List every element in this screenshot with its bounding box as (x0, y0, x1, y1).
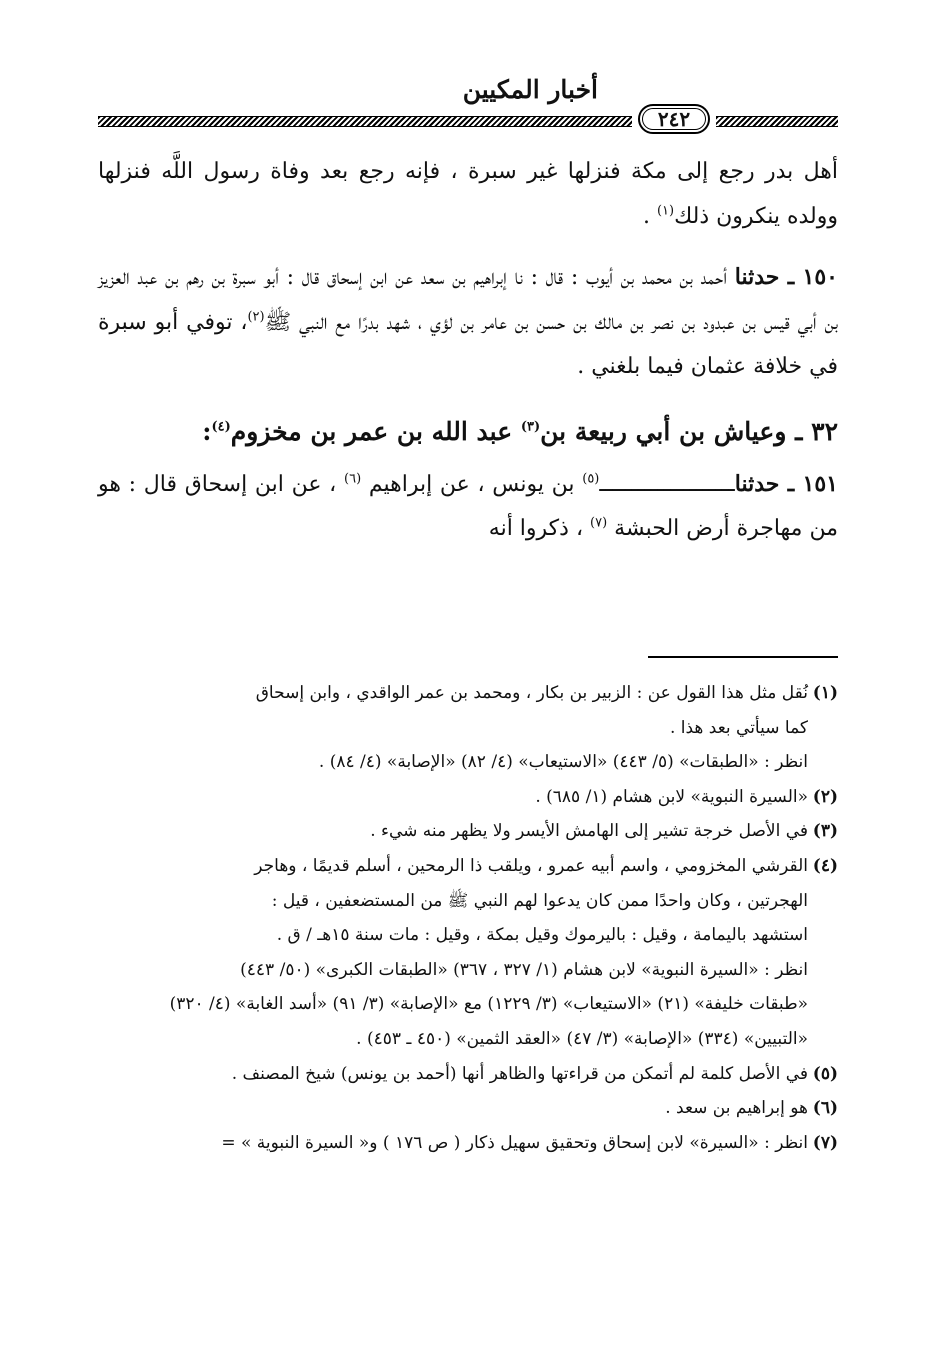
footnote-line: انظر : «السيرة» لابن إسحاق وتحقيق سهيل ذكار ( ص ١٧٦ ) و« السيرة النبوية » = (221, 1132, 808, 1153)
missing-text-dashes: ـــــــــــــــــــــ (599, 471, 735, 497)
footnote-body (108, 1126, 808, 1161)
footnote-line: الهجرتين ، وكان واحدًا ممن كان يدعوا لهم النبي ﷺ من المستضعفين ، قيل : (271, 890, 808, 911)
footnote-body (108, 1091, 808, 1126)
main-text (98, 150, 838, 552)
footnote-ref-6[interactable]: (٦) (344, 471, 362, 487)
footnote-ref-7[interactable]: (٧) (590, 515, 608, 531)
paragraph-151-text-b: ، عن ابن إسحاق قال : هو من مهاجرة أرض الحبشة (98, 471, 838, 541)
header-rule (98, 104, 838, 138)
footnote-3 (108, 814, 838, 849)
heading-end: : (202, 416, 212, 446)
header-rule-left (98, 116, 632, 127)
footnote-ref-1[interactable]: (١) (656, 203, 675, 219)
footnote-line: كما سيأتي بعد هذا . (669, 717, 808, 738)
footnote-number: (٥) (812, 1063, 838, 1084)
footnote-6 (108, 1091, 838, 1126)
footnote-number: (٤) (812, 855, 838, 876)
footnote-number: (١) (812, 683, 838, 703)
paragraph-150 (98, 255, 838, 390)
footnote-divider (648, 656, 838, 658)
footnote-line: انظر : «السيرة النبوية» لابن هشام (١/ ٣٢٧ ، ٣٦٧) «الطبقات الكبرى» (٥٠/ ٤٤٣) (240, 959, 808, 980)
paragraph-1 (98, 150, 838, 239)
footnote-7 (108, 1126, 838, 1161)
footnote-number: (٧) (812, 1132, 838, 1153)
heading-part-a: ٣٢ ـ وعياش بن أبي ربيعة بن (540, 416, 838, 446)
footnote-body (108, 780, 808, 815)
hadith-number-151: ١٥١ ـ حدثنا (734, 470, 838, 497)
footnote-body (108, 676, 808, 780)
paragraph-1-text: أهل بدر رجع إلى مكة فنزلها غير سبرة ، فإنه رجع بعد وفاة رسول اللَّه فنزلها وولده ينكرون ذلك (98, 159, 838, 229)
paragraph-1-end: . (642, 203, 657, 229)
footnote-line: في الأصل خرجة تشير إلى الهامش الأيسر ولا يظهر منه شيء . (370, 821, 808, 842)
paragraph-151 (98, 462, 838, 552)
paragraph-150-end: ، توفي أبو سبرة في خلافة عثمان فيما بلغني . (98, 309, 838, 379)
footnote-5 (108, 1057, 838, 1092)
footnote-line: في الأصل كلمة لم أتمكن من قراءتها والظاهر أنها (أحمد بن يونس) شيخ المصنف . (231, 1063, 808, 1084)
footnote-line: نُقل مثل هذا القول عن : الزبير بن بكار ، ومحمد بن عمر الواقدي ، وابن إسحاق (255, 683, 808, 703)
footnote-line: انظر : «الطبقات» (٥/ ٤٤٣) «الاستيعاب» (٤/ ٨٢) «الإصابة» (٤/ ٨٤) . (318, 752, 808, 773)
running-title: أخبار المكيين (462, 75, 598, 104)
footnote-body (108, 849, 808, 1057)
footnote-line: هو إبراهيم بن سعد . (665, 1098, 808, 1119)
footnote-line: «طبقات خليفة» (٢١) «الاستيعاب» (٣/ ١٢٢٩) مع «الإصابة» (٣/ ٩١) «أسد الغابة» (٤/ ٣٢٠) (169, 994, 808, 1015)
footnote-line: «التبيين» (٣٣٤) «الإصابة» (٣/ ٤٧) «العقد الثمين» (٤٥٠ ـ ٤٥٣) . (356, 1028, 808, 1049)
footnote-body (108, 814, 808, 849)
footnote-number: (٢) (812, 786, 838, 807)
paragraph-150-text: أحمد بن محمد بن أيوب : قال : نا إبراهيم بن سعد عن ابن إسحاق قال : أبو سبرة بن رهم بن عبد العزيز بن أبي قيس بن عبدود بن نصر بن مالك بن حسن بن عامر بن لؤي ، شهد بدرًا مع النبي ﷺ (98, 265, 838, 335)
footnote-ref-3[interactable]: (٣) (520, 419, 541, 435)
footnote-4 (108, 849, 838, 1057)
heading-part-b: عبد الله بن عمر بن مخزوم (230, 416, 521, 446)
footnote-2 (108, 780, 838, 815)
hadith-number-150: ١٥٠ ـ حدثنا (734, 264, 838, 290)
footnote-1 (108, 676, 838, 780)
footnote-line: القرشي المخزومي ، واسم أبيه عمرو ، ويلقب ذا الرمحين ، أسلم قديمًا ، وهاجر (254, 855, 808, 876)
footnote-ref-4[interactable]: (٤) (211, 419, 231, 435)
section-heading-32 (98, 410, 838, 454)
footnote-body (108, 1057, 808, 1092)
paragraph-151-text-c: ، ذكروا أنه (488, 516, 591, 541)
footnote-ref-2[interactable]: (٢) (247, 309, 265, 325)
footnote-number: (٣) (812, 821, 838, 842)
footnote-line: «السيرة النبوية» لابن هشام (١/ ٦٨٥) . (535, 786, 808, 807)
header-rule-right (716, 116, 838, 127)
paragraph-151-text-a: بن يونس ، عن إبراهيم (361, 471, 583, 497)
footnote-ref-5[interactable]: (٥) (582, 471, 600, 487)
footnotes (108, 676, 838, 1160)
page-number: ٢٤٢ (638, 104, 710, 134)
footnote-line: استشهد باليمامة ، وقيل : باليرموك وقيل بمكة ، وقيل : مات سنة ١٥هـ / ق . (276, 925, 808, 946)
footnote-number: (٦) (812, 1098, 838, 1119)
